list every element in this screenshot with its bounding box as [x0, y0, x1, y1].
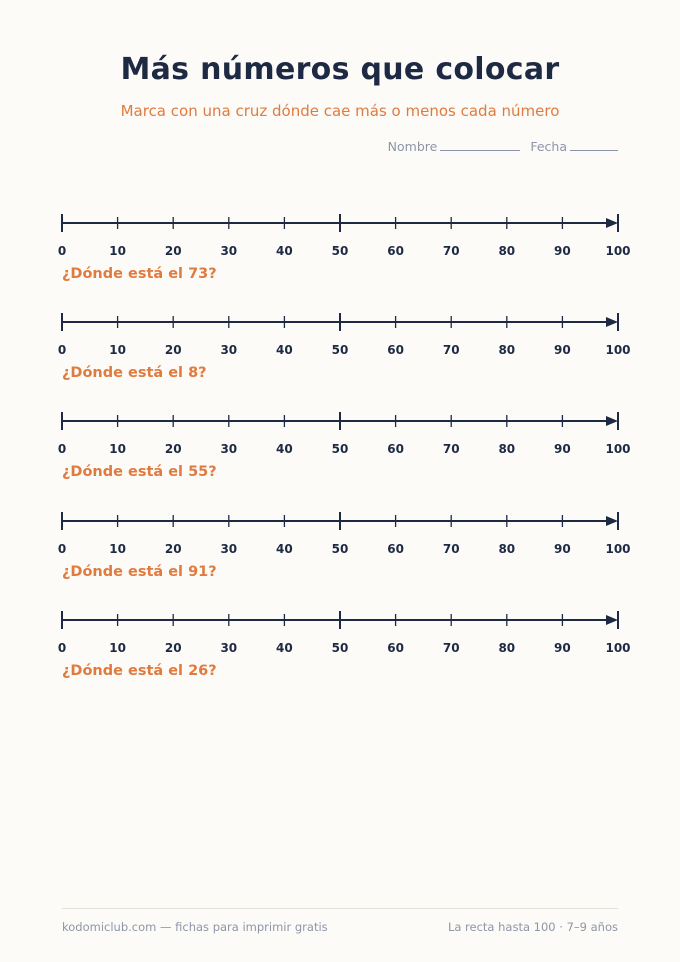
- date-blank[interactable]: [570, 140, 618, 151]
- date-label: Fecha: [530, 139, 567, 154]
- tick-label: 80: [498, 343, 516, 357]
- tick-label: 30: [220, 343, 238, 357]
- tick-label: 40: [276, 641, 293, 655]
- exercise-1: [0, 213, 680, 293]
- tick-label: 60: [387, 343, 404, 357]
- tick-label: 0: [57, 442, 67, 456]
- exercise-3: [0, 411, 680, 491]
- tick-label: 80: [498, 442, 516, 456]
- name-field[interactable]: [388, 139, 521, 154]
- tick-label: 0: [57, 244, 67, 258]
- tick-label: 60: [387, 442, 404, 456]
- arrow-right-icon: [606, 218, 618, 228]
- tick-label: 90: [554, 244, 571, 258]
- name-blank[interactable]: [440, 140, 520, 151]
- tick-label: 30: [220, 244, 238, 258]
- tick-label: 90: [554, 343, 571, 357]
- number-line[interactable]: [0, 411, 680, 456]
- tick-label: 50: [331, 641, 349, 655]
- tick-label: 80: [498, 641, 516, 655]
- tick-label: 90: [554, 542, 571, 556]
- tick-label: 50: [331, 244, 349, 258]
- tick-label: 0: [57, 641, 67, 655]
- tick-label: 70: [442, 244, 460, 258]
- tick-label: 20: [164, 343, 182, 357]
- arrow-right-icon: [606, 416, 618, 426]
- tick-label: 70: [442, 343, 460, 357]
- tick-label: 70: [442, 542, 460, 556]
- tick-label: 70: [442, 641, 460, 655]
- tick-label: 10: [109, 442, 126, 456]
- tick-label: 60: [387, 641, 404, 655]
- tick-label: 30: [220, 442, 238, 456]
- tick-label: 0: [57, 343, 67, 357]
- date-field[interactable]: [530, 139, 618, 154]
- tick-label: 90: [554, 442, 571, 456]
- tick-label: 0: [57, 542, 67, 556]
- tick-label: 100: [605, 343, 631, 357]
- tick-label: 20: [164, 542, 182, 556]
- exercise-question: ¿Dónde está el 73?: [62, 266, 217, 282]
- tick-label: 60: [387, 244, 404, 258]
- exercise-4: [0, 511, 680, 591]
- exercise-5: [0, 610, 680, 690]
- exercise-question: ¿Dónde está el 91?: [62, 564, 217, 580]
- footer-divider: [62, 908, 618, 909]
- number-line[interactable]: [0, 511, 680, 556]
- tick-label: 70: [442, 442, 460, 456]
- tick-label: 50: [331, 542, 349, 556]
- tick-label: 40: [276, 442, 293, 456]
- footer-info: La recta hasta 100 · 7–9 años: [447, 920, 618, 934]
- exercise-question: ¿Dónde está el 55?: [62, 464, 217, 480]
- exercise-question: ¿Dónde está el 8?: [62, 365, 207, 381]
- arrow-right-icon: [606, 516, 618, 526]
- tick-label: 100: [605, 641, 631, 655]
- tick-label: 20: [164, 244, 182, 258]
- arrow-right-icon: [606, 615, 618, 625]
- page-title: Más números que colocar: [120, 52, 560, 87]
- tick-label: 10: [109, 542, 126, 556]
- tick-label: 10: [109, 244, 126, 258]
- tick-label: 40: [276, 343, 293, 357]
- tick-label: 30: [220, 641, 238, 655]
- tick-label: 60: [387, 542, 404, 556]
- tick-label: 30: [220, 542, 238, 556]
- name-label: Nombre: [387, 139, 438, 154]
- number-line[interactable]: [0, 610, 680, 655]
- tick-label: 50: [331, 343, 349, 357]
- tick-label: 40: [276, 542, 293, 556]
- tick-label: 20: [164, 442, 182, 456]
- number-line[interactable]: [0, 312, 680, 357]
- number-line[interactable]: [0, 213, 680, 258]
- footer-site: kodomiclub.com — fichas para imprimir gratis: [62, 920, 328, 934]
- exercise-question: ¿Dónde está el 26?: [62, 663, 217, 679]
- tick-label: 80: [498, 244, 516, 258]
- page-subtitle: Marca con una cruz dónde cae más o menos cada número: [120, 102, 560, 120]
- student-info: [388, 139, 618, 154]
- tick-label: 10: [109, 343, 126, 357]
- tick-label: 100: [605, 542, 631, 556]
- tick-label: 10: [109, 641, 126, 655]
- tick-label: 40: [276, 244, 293, 258]
- tick-label: 90: [554, 641, 571, 655]
- tick-label: 100: [605, 244, 631, 258]
- arrow-right-icon: [606, 317, 618, 327]
- tick-label: 100: [605, 442, 631, 456]
- exercise-2: [0, 312, 680, 392]
- tick-label: 20: [164, 641, 182, 655]
- tick-label: 50: [331, 442, 349, 456]
- tick-label: 80: [498, 542, 516, 556]
